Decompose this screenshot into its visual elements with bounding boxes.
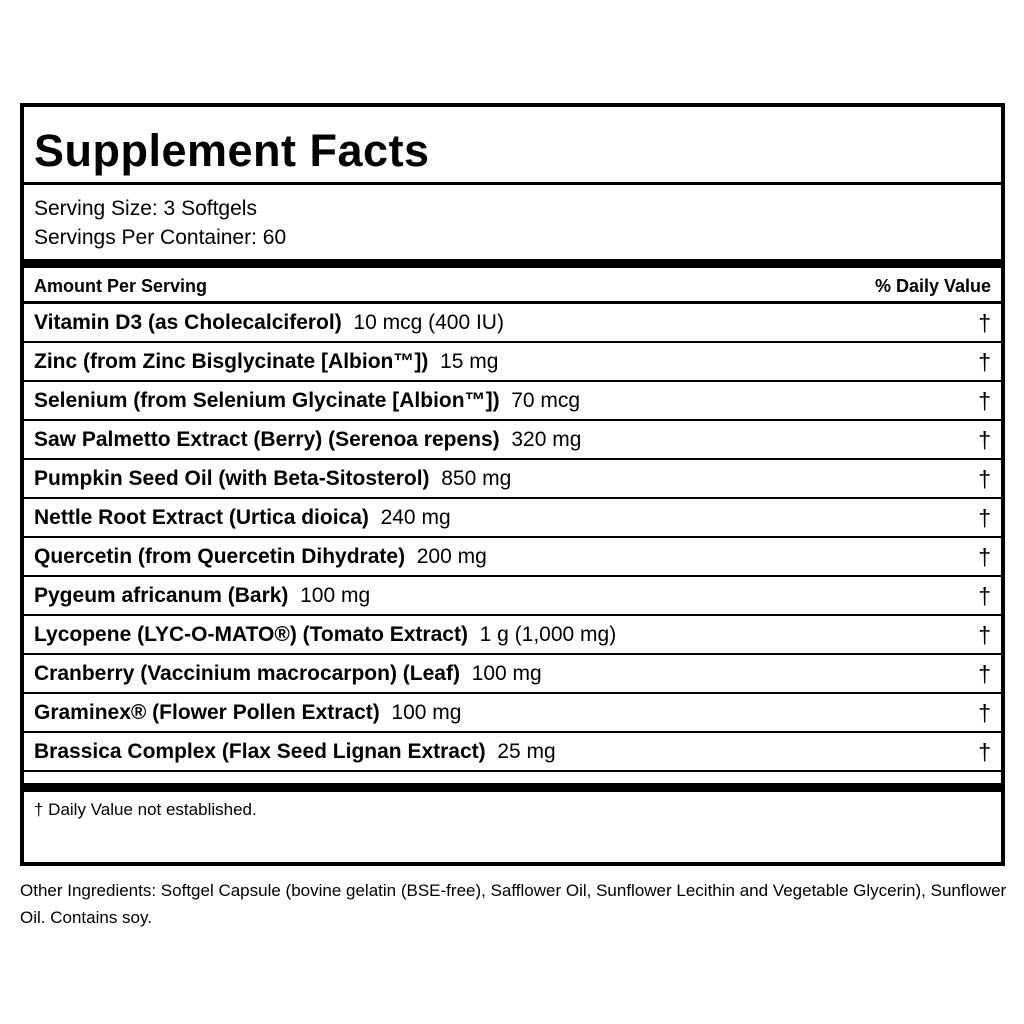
list-item (24, 304, 1001, 341)
daily-value-mark: † (978, 622, 991, 648)
ingredient-name: Nettle Root Extract (Urtica dioica) (34, 506, 369, 529)
list-item (24, 382, 1001, 419)
thick-divider (24, 259, 1001, 268)
ingredient-amount: 200 mg (416, 545, 487, 568)
daily-value-mark: † (978, 505, 991, 531)
ingredient-line (34, 505, 451, 531)
daily-value-mark: † (978, 349, 991, 375)
ingredient-line (34, 739, 556, 765)
ingredient-amount: 15 mg (440, 350, 499, 373)
serving-size: Serving Size: 3 Softgels (34, 197, 257, 220)
ingredient-amount: 25 mg (497, 740, 556, 763)
daily-value-mark: † (978, 700, 991, 726)
divider (24, 182, 1001, 185)
row-divider (24, 770, 1001, 772)
daily-value-mark: † (978, 310, 991, 336)
ingredient-amount: 100 mg (391, 701, 462, 724)
ingredient-name: Vitamin D3 (as Cholecalciferol) (34, 311, 342, 334)
ingredient-line (34, 310, 504, 336)
ingredient-name: Pygeum africanum (Bark) (34, 584, 289, 607)
ingredient-name: Selenium (from Selenium Glycinate [Albion™]) (34, 389, 500, 412)
ingredient-line (34, 349, 498, 375)
ingredient-line (34, 661, 542, 687)
list-item (24, 616, 1001, 653)
ingredient-name: Cranberry (Vaccinium macrocarpon) (Leaf) (34, 662, 460, 685)
ingredient-name: Quercetin (from Quercetin Dihydrate) (34, 545, 406, 568)
daily-value-mark: † (978, 466, 991, 492)
list-item (24, 460, 1001, 497)
list-item (24, 499, 1001, 536)
panel-title: Supplement Facts (34, 125, 430, 176)
ingredient-line (34, 622, 616, 648)
ingredient-name: Saw Palmetto Extract (Berry) (Serenoa repens) (34, 428, 500, 451)
ingredient-name: Pumpkin Seed Oil (with Beta-Sitosterol) (34, 467, 430, 490)
thick-divider (24, 783, 1001, 792)
ingredient-name: Graminex® (Flower Pollen Extract) (34, 701, 380, 724)
ingredient-name: Zinc (from Zinc Bisglycinate [Albion™]) (34, 350, 429, 373)
daily-value-mark: † (978, 427, 991, 453)
ingredient-amount: 850 mg (441, 467, 512, 490)
list-item (24, 538, 1001, 575)
supplement-facts-panel (20, 103, 1005, 866)
daily-value-mark: † (978, 544, 991, 570)
daily-value-mark: † (978, 583, 991, 609)
ingredient-line (34, 544, 487, 570)
ingredient-name: Lycopene (LYC-O-MATO®) (Tomato Extract) (34, 623, 468, 646)
amount-per-serving-header: Amount Per Serving (34, 276, 208, 296)
ingredient-line (34, 466, 511, 492)
ingredient-amount: 70 mcg (511, 389, 581, 412)
list-item (24, 343, 1001, 380)
daily-value-mark: † (978, 739, 991, 765)
daily-value-mark: † (978, 661, 991, 687)
daily-value-mark: † (978, 388, 991, 414)
ingredient-amount: 1 g (1,000 mg) (479, 623, 617, 646)
ingredient-amount: 320 mg (511, 428, 582, 451)
ingredient-amount: 100 mg (471, 662, 542, 685)
ingredient-amount: 10 mcg (400 IU) (353, 311, 504, 334)
ingredient-line (34, 388, 580, 414)
list-item (24, 694, 1001, 731)
list-item (24, 655, 1001, 692)
daily-value-header: % Daily Value (874, 276, 991, 296)
ingredient-line (34, 427, 581, 453)
ingredient-amount: 240 mg (380, 506, 451, 529)
other-ingredients: Other Ingredients: Softgel Capsule (bovine gelatin (BSE-free), Safflower Oil, Sunflower Lecithin and Vegetable Glycerin), Sunflower Oil. Contains soy. (20, 881, 1007, 927)
ingredient-line (34, 700, 461, 726)
list-item (24, 733, 1001, 770)
ingredient-name: Brassica Complex (Flax Seed Lignan Extract) (34, 740, 486, 763)
list-item (24, 577, 1001, 614)
servings-per-container: Servings Per Container: 60 (34, 226, 287, 249)
list-item (24, 421, 1001, 458)
ingredient-line (34, 583, 370, 609)
footnote: † Daily Value not established. (34, 800, 257, 819)
ingredient-amount: 100 mg (300, 584, 371, 607)
